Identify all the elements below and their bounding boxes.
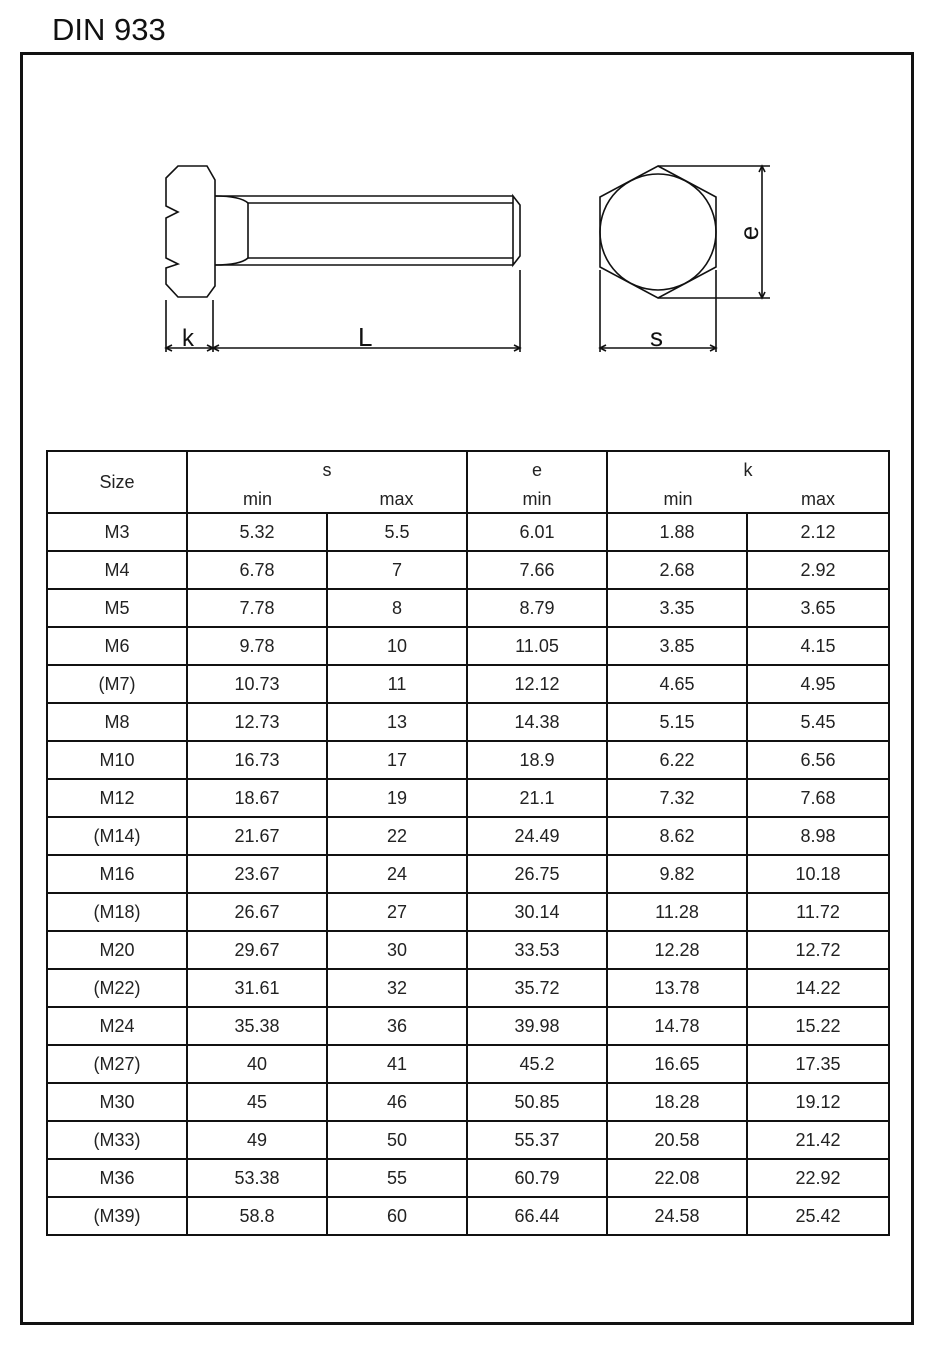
cell-s-max: 13 [327, 703, 467, 741]
cell-k-min: 3.85 [607, 627, 747, 665]
cell-size: M36 [47, 1159, 187, 1197]
cell-k-min: 20.58 [607, 1121, 747, 1159]
cell-size: M24 [47, 1007, 187, 1045]
cell-size: M3 [47, 513, 187, 551]
cell-s-min: 18.67 [187, 779, 327, 817]
cell-size: M12 [47, 779, 187, 817]
cell-e-min: 7.66 [467, 551, 607, 589]
cell-k-min: 14.78 [607, 1007, 747, 1045]
cell-e-min: 24.49 [467, 817, 607, 855]
cell-s-min: 6.78 [187, 551, 327, 589]
cell-k-max: 19.12 [747, 1083, 889, 1121]
cell-s-max: 30 [327, 931, 467, 969]
header-s-max: max [379, 489, 414, 509]
table-row [47, 855, 889, 893]
cell-size: M8 [47, 703, 187, 741]
table-row [47, 1197, 889, 1235]
cell-k-min: 16.65 [607, 1045, 747, 1083]
cell-size: M6 [47, 627, 187, 665]
table-row [47, 551, 889, 589]
bolt-drawing [0, 0, 940, 450]
cell-k-min: 2.68 [607, 551, 747, 589]
cell-k-min: 5.15 [607, 703, 747, 741]
cell-s-max: 8 [327, 589, 467, 627]
table-header-row [47, 451, 889, 513]
cell-k-max: 22.92 [747, 1159, 889, 1197]
cell-size: M5 [47, 589, 187, 627]
cell-e-min: 66.44 [467, 1197, 607, 1235]
label-l: L [358, 322, 373, 352]
cell-s-max: 41 [327, 1045, 467, 1083]
hexagon-view [600, 166, 716, 298]
cell-s-max: 17 [327, 741, 467, 779]
header-e-min: min [522, 489, 552, 509]
cell-k-max: 7.68 [747, 779, 889, 817]
cell-size: (M22) [47, 969, 187, 1007]
cell-size: M4 [47, 551, 187, 589]
label-e: e [734, 225, 764, 241]
table-row [47, 893, 889, 931]
cell-s-max: 50 [327, 1121, 467, 1159]
cell-e-min: 26.75 [467, 855, 607, 893]
cell-e-min: 45.2 [467, 1045, 607, 1083]
cell-e-min: 12.12 [467, 665, 607, 703]
cell-k-max: 17.35 [747, 1045, 889, 1083]
cell-e-min: 6.01 [467, 513, 607, 551]
cell-size: M20 [47, 931, 187, 969]
cell-s-min: 35.38 [187, 1007, 327, 1045]
cell-k-min: 9.82 [607, 855, 747, 893]
cell-k-min: 6.22 [607, 741, 747, 779]
cell-k-min: 24.58 [607, 1197, 747, 1235]
page-title: DIN 933 [52, 12, 166, 47]
cell-k-max: 2.12 [747, 513, 889, 551]
cell-k-min: 22.08 [607, 1159, 747, 1197]
cell-k-max: 2.92 [747, 551, 889, 589]
cell-k-min: 1.88 [607, 513, 747, 551]
bolt-head-side [166, 166, 215, 297]
cell-s-max: 46 [327, 1083, 467, 1121]
cell-e-min: 60.79 [467, 1159, 607, 1197]
cell-e-min: 11.05 [467, 627, 607, 665]
cell-k-min: 18.28 [607, 1083, 747, 1121]
cell-size: M10 [47, 741, 187, 779]
cell-size: (M7) [47, 665, 187, 703]
cell-size: M16 [47, 855, 187, 893]
cell-k-max: 21.42 [747, 1121, 889, 1159]
table-row [47, 817, 889, 855]
cell-e-min: 33.53 [467, 931, 607, 969]
header-k-label: k [743, 460, 753, 480]
cell-s-min: 29.67 [187, 931, 327, 969]
cell-e-min: 21.1 [467, 779, 607, 817]
header-size: Size [47, 451, 187, 513]
cell-s-min: 49 [187, 1121, 327, 1159]
cell-e-min: 50.85 [467, 1083, 607, 1121]
cell-s-max: 36 [327, 1007, 467, 1045]
header-e-label: e [531, 460, 542, 480]
table-row [47, 1083, 889, 1121]
cell-e-min: 18.9 [467, 741, 607, 779]
cell-k-min: 11.28 [607, 893, 747, 931]
cell-k-max: 3.65 [747, 589, 889, 627]
label-k: k [182, 325, 194, 352]
cell-s-max: 24 [327, 855, 467, 893]
cell-k-min: 13.78 [607, 969, 747, 1007]
cell-e-min: 30.14 [467, 893, 607, 931]
cell-s-max: 5.5 [327, 513, 467, 551]
cell-s-min: 40 [187, 1045, 327, 1083]
cell-e-min: 55.37 [467, 1121, 607, 1159]
cell-s-max: 7 [327, 551, 467, 589]
cell-s-max: 27 [327, 893, 467, 931]
cell-k-max: 15.22 [747, 1007, 889, 1045]
cell-s-max: 11 [327, 665, 467, 703]
table-row [47, 1121, 889, 1159]
cell-s-min: 5.32 [187, 513, 327, 551]
table-row [47, 931, 889, 969]
cell-k-max: 11.72 [747, 893, 889, 931]
cell-s-min: 12.73 [187, 703, 327, 741]
cell-size: (M33) [47, 1121, 187, 1159]
table-row [47, 665, 889, 703]
cell-size: (M39) [47, 1197, 187, 1235]
cell-s-min: 21.67 [187, 817, 327, 855]
cell-k-max: 25.42 [747, 1197, 889, 1235]
cell-e-min: 14.38 [467, 703, 607, 741]
cell-k-max: 4.95 [747, 665, 889, 703]
cell-s-max: 32 [327, 969, 467, 1007]
cell-k-max: 12.72 [747, 931, 889, 969]
cell-s-min: 23.67 [187, 855, 327, 893]
cell-s-max: 19 [327, 779, 467, 817]
cell-k-min: 4.65 [607, 665, 747, 703]
cell-size: (M18) [47, 893, 187, 931]
cell-k-min: 8.62 [607, 817, 747, 855]
cell-k-min: 12.28 [607, 931, 747, 969]
header-k-max: max [800, 489, 835, 509]
cell-s-max: 60 [327, 1197, 467, 1235]
cell-size: (M27) [47, 1045, 187, 1083]
cell-s-min: 31.61 [187, 969, 327, 1007]
table-row [47, 589, 889, 627]
cell-s-max: 10 [327, 627, 467, 665]
cell-s-min: 58.8 [187, 1197, 327, 1235]
cell-s-max: 55 [327, 1159, 467, 1197]
header-k-min: min [663, 489, 693, 509]
cell-k-max: 6.56 [747, 741, 889, 779]
table-row [47, 1007, 889, 1045]
cell-k-max: 14.22 [747, 969, 889, 1007]
header-s-min: min [242, 489, 272, 509]
cell-size: M30 [47, 1083, 187, 1121]
cell-e-min: 35.72 [467, 969, 607, 1007]
table-row [47, 703, 889, 741]
table-row [47, 1045, 889, 1083]
cell-s-min: 53.38 [187, 1159, 327, 1197]
cell-k-max: 10.18 [747, 855, 889, 893]
cell-k-max: 4.15 [747, 627, 889, 665]
table-row [47, 1159, 889, 1197]
cell-k-min: 3.35 [607, 589, 747, 627]
cell-size: (M14) [47, 817, 187, 855]
cell-s-min: 9.78 [187, 627, 327, 665]
cell-k-max: 5.45 [747, 703, 889, 741]
table-row [47, 969, 889, 1007]
cell-s-min: 10.73 [187, 665, 327, 703]
header-s [187, 451, 467, 513]
cell-s-max: 22 [327, 817, 467, 855]
cell-s-min: 26.67 [187, 893, 327, 931]
header-s-label: s [322, 460, 332, 480]
header-k [607, 451, 889, 513]
label-s: s [650, 322, 663, 352]
dimensions-table [46, 450, 890, 1236]
cell-e-min: 8.79 [467, 589, 607, 627]
cell-s-min: 7.78 [187, 589, 327, 627]
cell-s-min: 45 [187, 1083, 327, 1121]
table-row [47, 779, 889, 817]
table-row [47, 513, 889, 551]
table-row [47, 741, 889, 779]
cell-k-max: 8.98 [747, 817, 889, 855]
cell-e-min: 39.98 [467, 1007, 607, 1045]
cell-s-min: 16.73 [187, 741, 327, 779]
cell-k-min: 7.32 [607, 779, 747, 817]
table-row [47, 627, 889, 665]
header-e [467, 451, 607, 513]
